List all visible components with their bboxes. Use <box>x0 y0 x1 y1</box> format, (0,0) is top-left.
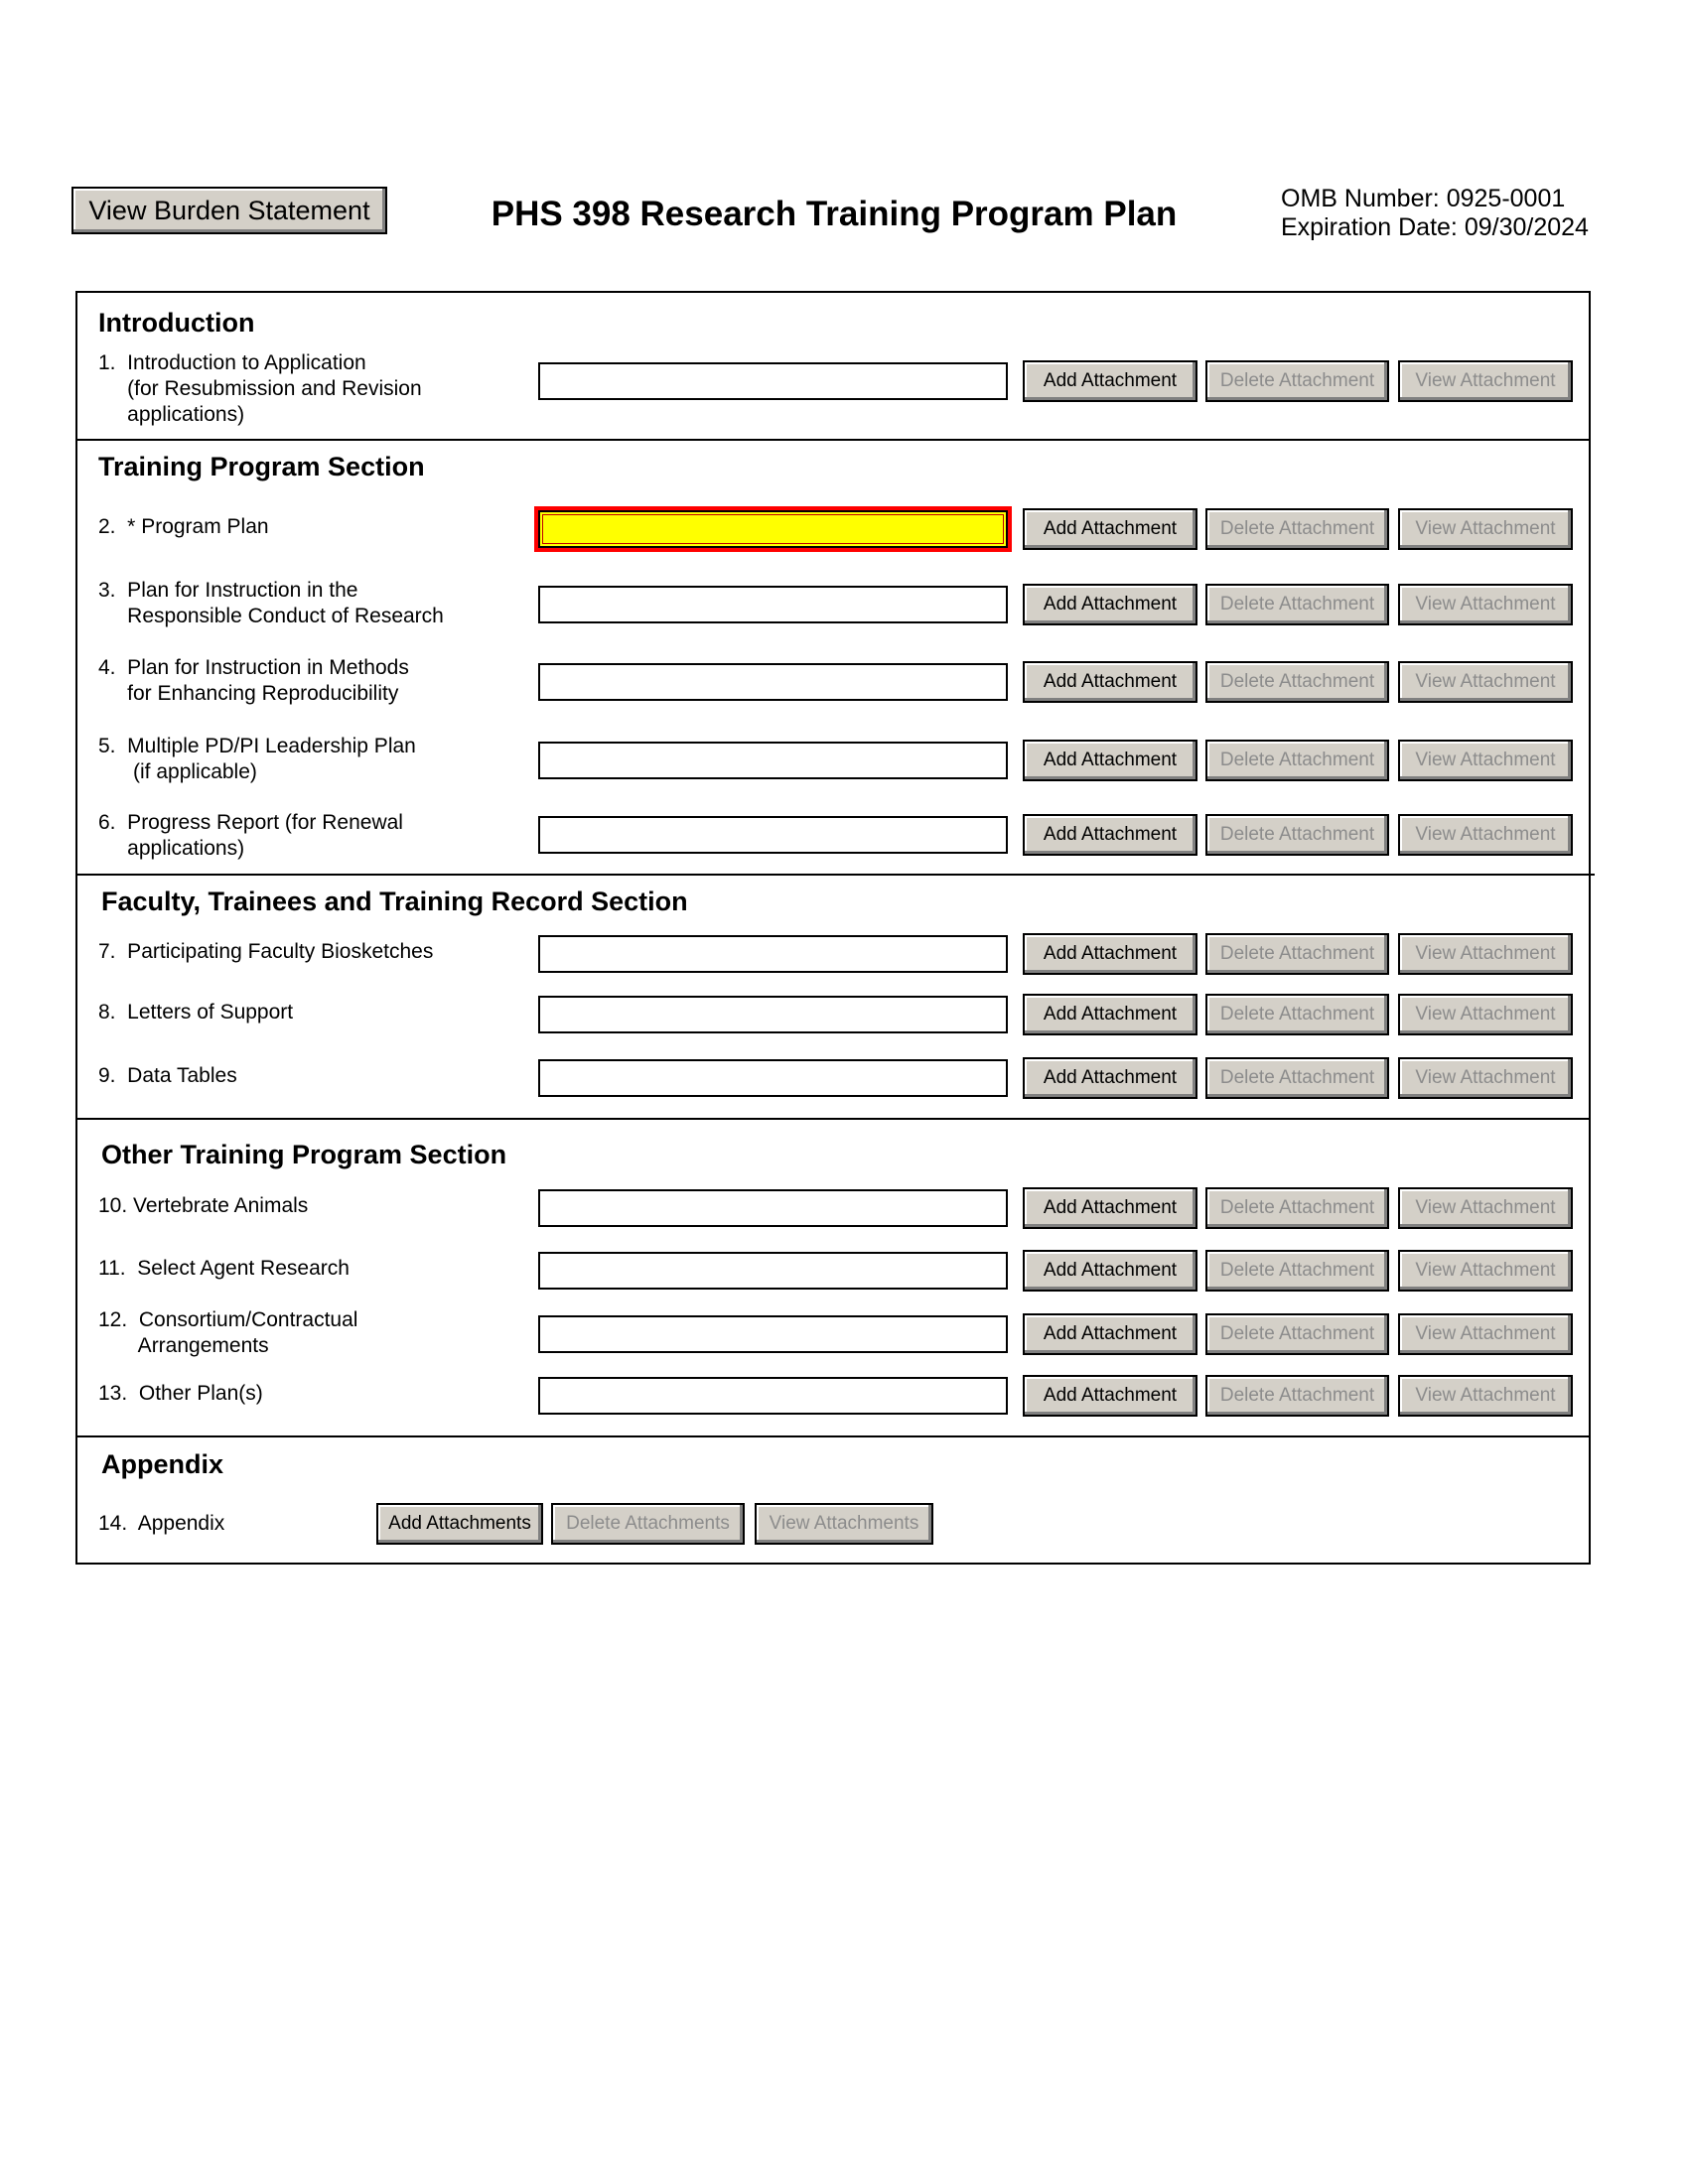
section-divider <box>75 1118 1591 1120</box>
view-attachment-button-8[interactable]: View Attachment <box>1398 994 1573 1035</box>
section-title-appendix: Appendix <box>101 1449 224 1479</box>
item-label-14: 14. Appendix <box>98 1512 225 1535</box>
view-attachment-button-11[interactable]: View Attachment <box>1398 1250 1573 1292</box>
item-label-10: 10. Vertebrate Animals <box>98 1194 309 1217</box>
section-divider <box>75 1435 1591 1437</box>
item-label-12: 12. Consortium/Contractual Arrangements <box>98 1308 358 1357</box>
delete-attachment-button-2[interactable]: Delete Attachment <box>1205 508 1389 550</box>
item-label-2: 2. * Program Plan <box>98 515 269 538</box>
view-burden-statement-button[interactable]: View Burden Statement <box>71 187 387 234</box>
add-attachment-button-6[interactable]: Add Attachment <box>1023 814 1197 856</box>
add-attachment-button-2[interactable]: Add Attachment <box>1023 508 1197 550</box>
omb-info <box>1281 185 1589 242</box>
attachment-field-10[interactable] <box>538 1189 1008 1227</box>
section-title-other-training: Other Training Program Section <box>101 1140 507 1169</box>
section-title-faculty-trainees: Faculty, Trainees and Training Record Section <box>101 887 688 916</box>
attachment-field-4[interactable] <box>538 663 1008 701</box>
section-divider <box>75 874 1595 876</box>
attachment-field-6[interactable] <box>538 816 1008 854</box>
view-attachment-button-10[interactable]: View Attachment <box>1398 1187 1573 1229</box>
add-attachment-button-4[interactable]: Add Attachment <box>1023 661 1197 703</box>
item-label-5: 5. Multiple PD/PI Leadership Plan (if applicable) <box>98 735 416 783</box>
item-label-7: 7. Participating Faculty Biosketches <box>98 940 434 963</box>
item-label-1: 1. Introduction to Application (for Resubmission and Revision applications) <box>98 351 422 426</box>
item-label-8: 8. Letters of Support <box>98 1001 294 1024</box>
delete-attachment-button-6[interactable]: Delete Attachment <box>1205 814 1389 856</box>
omb-number: OMB Number: 0925-0001 <box>1281 185 1566 212</box>
attachment-field-1[interactable] <box>538 362 1008 400</box>
delete-attachment-button-11[interactable]: Delete Attachment <box>1205 1250 1389 1292</box>
add-attachment-button-7[interactable]: Add Attachment <box>1023 933 1197 975</box>
attachment-field-7[interactable] <box>538 935 1008 973</box>
delete-attachment-button-13[interactable]: Delete Attachment <box>1205 1375 1389 1417</box>
item-label-4: 4. Plan for Instruction in Methods for Enhancing Reproducibility <box>98 656 409 705</box>
item-label-9: 9. Data Tables <box>98 1064 237 1087</box>
attachment-field-12[interactable] <box>538 1315 1008 1353</box>
view-attachment-button-2[interactable]: View Attachment <box>1398 508 1573 550</box>
delete-attachment-button-7[interactable]: Delete Attachment <box>1205 933 1389 975</box>
add-attachment-button-10[interactable]: Add Attachment <box>1023 1187 1197 1229</box>
attachment-field-9[interactable] <box>538 1059 1008 1097</box>
attachment-field-13[interactable] <box>538 1377 1008 1415</box>
expiration-date: Expiration Date: 09/30/2024 <box>1281 213 1589 241</box>
item-label-13: 13. Other Plan(s) <box>98 1382 263 1405</box>
add-attachment-button-9[interactable]: Add Attachment <box>1023 1057 1197 1099</box>
view-attachment-button-3[interactable]: View Attachment <box>1398 584 1573 625</box>
view-attachment-button-5[interactable]: View Attachment <box>1398 740 1573 781</box>
delete-attachment-button-4[interactable]: Delete Attachment <box>1205 661 1389 703</box>
add-attachment-button-13[interactable]: Add Attachment <box>1023 1375 1197 1417</box>
view-attachment-button-13[interactable]: View Attachment <box>1398 1375 1573 1417</box>
item-label-11: 11. Select Agent Research <box>98 1257 350 1280</box>
view-attachment-button-4[interactable]: View Attachment <box>1398 661 1573 703</box>
delete-attachment-button-12[interactable]: Delete Attachment <box>1205 1313 1389 1355</box>
item-label-3: 3. Plan for Instruction in the Responsible Conduct of Research <box>98 579 444 627</box>
attachment-field-11[interactable] <box>538 1252 1008 1290</box>
add-attachments-button[interactable]: Add Attachments <box>376 1503 543 1545</box>
delete-attachment-button-5[interactable]: Delete Attachment <box>1205 740 1389 781</box>
view-attachment-button-7[interactable]: View Attachment <box>1398 933 1573 975</box>
item-label-6: 6. Progress Report (for Renewal applications) <box>98 811 403 860</box>
delete-attachment-button-8[interactable]: Delete Attachment <box>1205 994 1389 1035</box>
delete-attachment-button-9[interactable]: Delete Attachment <box>1205 1057 1389 1099</box>
add-attachment-button-5[interactable]: Add Attachment <box>1023 740 1197 781</box>
view-attachment-button-1[interactable]: View Attachment <box>1398 360 1573 402</box>
view-attachment-button-6[interactable]: View Attachment <box>1398 814 1573 856</box>
attachment-field-3[interactable] <box>538 586 1008 623</box>
add-attachment-button-11[interactable]: Add Attachment <box>1023 1250 1197 1292</box>
add-attachment-button-12[interactable]: Add Attachment <box>1023 1313 1197 1355</box>
section-divider <box>75 439 1591 441</box>
delete-attachment-button-3[interactable]: Delete Attachment <box>1205 584 1389 625</box>
add-attachment-button-1[interactable]: Add Attachment <box>1023 360 1197 402</box>
view-attachment-button-12[interactable]: View Attachment <box>1398 1313 1573 1355</box>
attachment-field-8[interactable] <box>538 996 1008 1033</box>
section-title-training-program: Training Program Section <box>98 452 425 481</box>
delete-attachments-button[interactable]: Delete Attachments <box>551 1503 745 1545</box>
page-title: PHS 398 Research Training Program Plan <box>491 195 1178 233</box>
view-attachment-button-9[interactable]: View Attachment <box>1398 1057 1573 1099</box>
attachment-field-2-required[interactable] <box>538 510 1008 548</box>
add-attachment-button-3[interactable]: Add Attachment <box>1023 584 1197 625</box>
add-attachment-button-8[interactable]: Add Attachment <box>1023 994 1197 1035</box>
section-title-introduction: Introduction <box>98 308 255 338</box>
delete-attachment-button-1[interactable]: Delete Attachment <box>1205 360 1389 402</box>
view-attachments-button[interactable]: View Attachments <box>755 1503 933 1545</box>
delete-attachment-button-10[interactable]: Delete Attachment <box>1205 1187 1389 1229</box>
attachment-field-5[interactable] <box>538 742 1008 779</box>
